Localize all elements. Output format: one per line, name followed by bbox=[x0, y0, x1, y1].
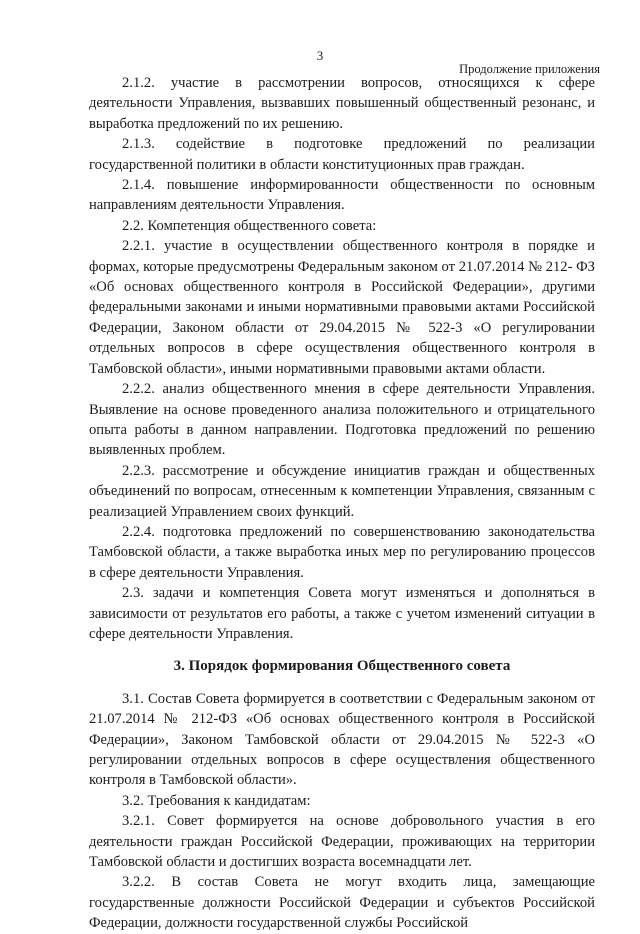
paragraph-3-2: 3.2. Требования к кандидатам: bbox=[122, 792, 311, 809]
section-heading: 3. Порядок формирования Общественного совета bbox=[173, 658, 511, 675]
paragraph-3-2-2: 3.2.2. В состав Совета не могут входить лица, замещающие государственные должности Российской Федерации и субъектов Российской Федерации, должности государственной службы Российской bbox=[89, 874, 595, 932]
page-number: 3 bbox=[316, 48, 324, 63]
paragraph-2-2-1: 2.2.1. участие в осуществлении общественного контроля в порядке и формах, которые предусмотрены Федеральным законом от 21.07.2014 № 212- ФЗ «Об основах общественного контроля в Российской Федерации», другими федеральными законами и иными нормативными правовыми актами Российской Федерации, Законом области от 29.04.2015 № 522-3 «О регулировании отдельных вопросов в сфере осуществления общественного контроля в Тамбовской области», иными нормативными правовыми актами области. bbox=[89, 238, 595, 377]
paragraph-2-2-3: 2.2.3. рассмотрение и обсуждение инициатив граждан и общественных объединений по вопросам, отнесенным к компетенции Управления, связанным с реализацией Управлением своих функций. bbox=[89, 462, 595, 520]
paragraph-3-1: 3.1. Состав Совета формируется в соответствии с Федеральным законом от 21.07.2014 № 212-ФЗ «Об основах общественного контроля в Российской Федерации», Законом Тамбовской области от 29.04.2015 № 522-3 «О регулировании отдельных вопросов в сфере осуществления общественного контроля в Тамбовской области». bbox=[89, 690, 595, 789]
paragraph-2-1-2: 2.1.2. участие в рассмотрении вопросов, относящихся к сфере деятельности Управления, вызвавших повышенный общественный резонанс, и выработка предложений по их решению. bbox=[89, 75, 595, 132]
paragraph-2-1-4: 2.1.4. повышение информированности общественности по основным направлениям деятельности Управления. bbox=[89, 177, 595, 214]
paragraph-3-2-1: 3.2.1. Совет формируется на основе добровольного участия в его деятельности граждан Российской Федерации, проживающих на территории Тамбовской области и достигших возраста восемнадцати лет. bbox=[89, 813, 595, 871]
paragraph-2-2-2: 2.2.2. анализ общественного мнения в сфере деятельности Управления. Выявление на основе проведенного анализа положительного и отрицательного опыта работы в данном направлении. Подготовка предложений по решению выявленных проблем. bbox=[89, 381, 595, 459]
paragraph-2-3: 2.3. задачи и компетенция Совета могут изменяться и дополняться в зависимости от результатов его работы, а также с учетом изменений ситуации в сфере деятельности Управления. bbox=[89, 585, 595, 642]
document-body bbox=[89, 73, 595, 934]
paragraph-2-1-3: 2.1.3. содействие в подготовке предложений по реализации государственной политики в области конституционных прав граждан. bbox=[89, 136, 595, 173]
continuation-note: Продолжение приложения bbox=[459, 62, 600, 76]
paragraph-2-2-4: 2.2.4. подготовка предложений по совершенствованию законодательства Тамбовской области, а также выработка иных мер по регулированию процессов в сфере деятельности Управления. bbox=[89, 523, 595, 581]
paragraph-2-2: 2.2. Компетенция общественного совета: bbox=[122, 217, 377, 234]
